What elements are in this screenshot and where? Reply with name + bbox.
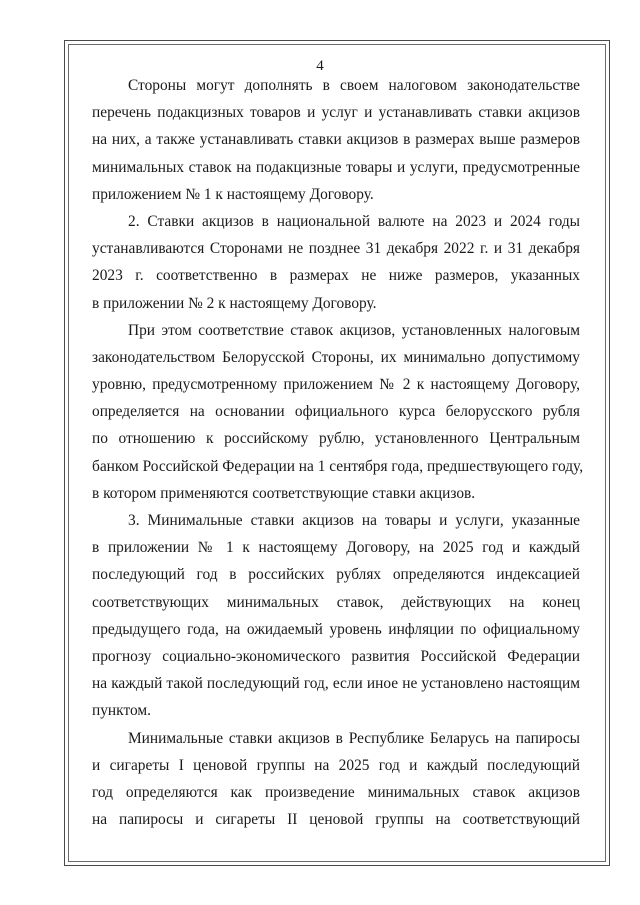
text-line: уровню, предусмотренному приложением № 2 к настоящему Договору,	[92, 376, 580, 394]
text-line: прогнозу социально-экономического развития Российской Федерации	[92, 647, 580, 665]
text-line: При этом соответствие ставок акцизов, установленных налоговым	[128, 321, 580, 339]
text-line: в приложении № 1 к настоящему Договору, на 2025 год и каждый	[92, 539, 580, 557]
paragraph	[92, 725, 580, 834]
text-line: 3. Минимальные ставки акцизов на товары и услуги, указанные	[128, 512, 580, 529]
text-line: соответствующих минимальных ставок, действующих на конец	[92, 593, 580, 611]
body-text	[92, 72, 584, 833]
text-line: 2023 г. соответственно в размерах не ниже размеров, указанных	[92, 267, 580, 285]
text-line: приложением № 1 к настоящему Договору.	[92, 185, 374, 203]
text-line: перечень подакцизных товаров и услуг и устанавливать ставки акцизов	[92, 104, 580, 122]
text-line: в приложении № 2 к настоящему Договору.	[92, 294, 377, 312]
text-line: год определяются как произведение минимальных ставок акцизов	[92, 783, 580, 801]
paragraph	[92, 208, 580, 317]
text-line: и сигареты I ценовой группы на 2025 год и каждый последующий	[92, 756, 580, 774]
text-line: последующий год в российских рублях определяются индексацией	[92, 566, 580, 584]
text-line: определяется на основании официального курса белорусского рубля	[92, 403, 580, 421]
text-line: на них, а также устанавливать ставки акцизов в размерах выше размеров	[92, 131, 580, 149]
paragraph	[92, 317, 584, 507]
page-number: 4	[316, 58, 324, 74]
text-line: банком Российской Федерации на 1 сентября года, предшествующего году,	[92, 457, 584, 475]
text-line: минимальных ставок на подакцизные товары и услуги, предусмотренные	[92, 158, 580, 176]
paragraph	[92, 507, 580, 725]
text-line: Минимальные ставки акцизов в Республике Беларусь на папиросы	[128, 729, 580, 747]
text-line: пунктом.	[92, 702, 151, 720]
text-line: на каждый такой последующий год, если иное не установлено настоящим	[92, 675, 580, 693]
paragraph	[92, 72, 580, 208]
text-line: на папиросы и сигареты II ценовой группы на соответствующий	[92, 811, 580, 829]
text-line: законодательством Белорусской Стороны, их минимально допустимому	[92, 348, 580, 366]
text-line: устанавливаются Сторонами не позднее 31 декабря 2022 г. и 31 декабря	[92, 240, 580, 258]
text-line: по отношению к российскому рублю, установленного Центральным	[92, 430, 580, 448]
text-line: предыдущего года, на ожидаемый уровень инфляции по официальному	[92, 620, 580, 638]
text-line: Стороны могут дополнять в своем налоговом законодательстве	[128, 77, 580, 94]
text-line: 2. Ставки акцизов в национальной валюте на 2023 и 2024 годы	[128, 212, 580, 230]
text-line: в котором применяются соответствующие ставки акцизов.	[92, 484, 476, 502]
